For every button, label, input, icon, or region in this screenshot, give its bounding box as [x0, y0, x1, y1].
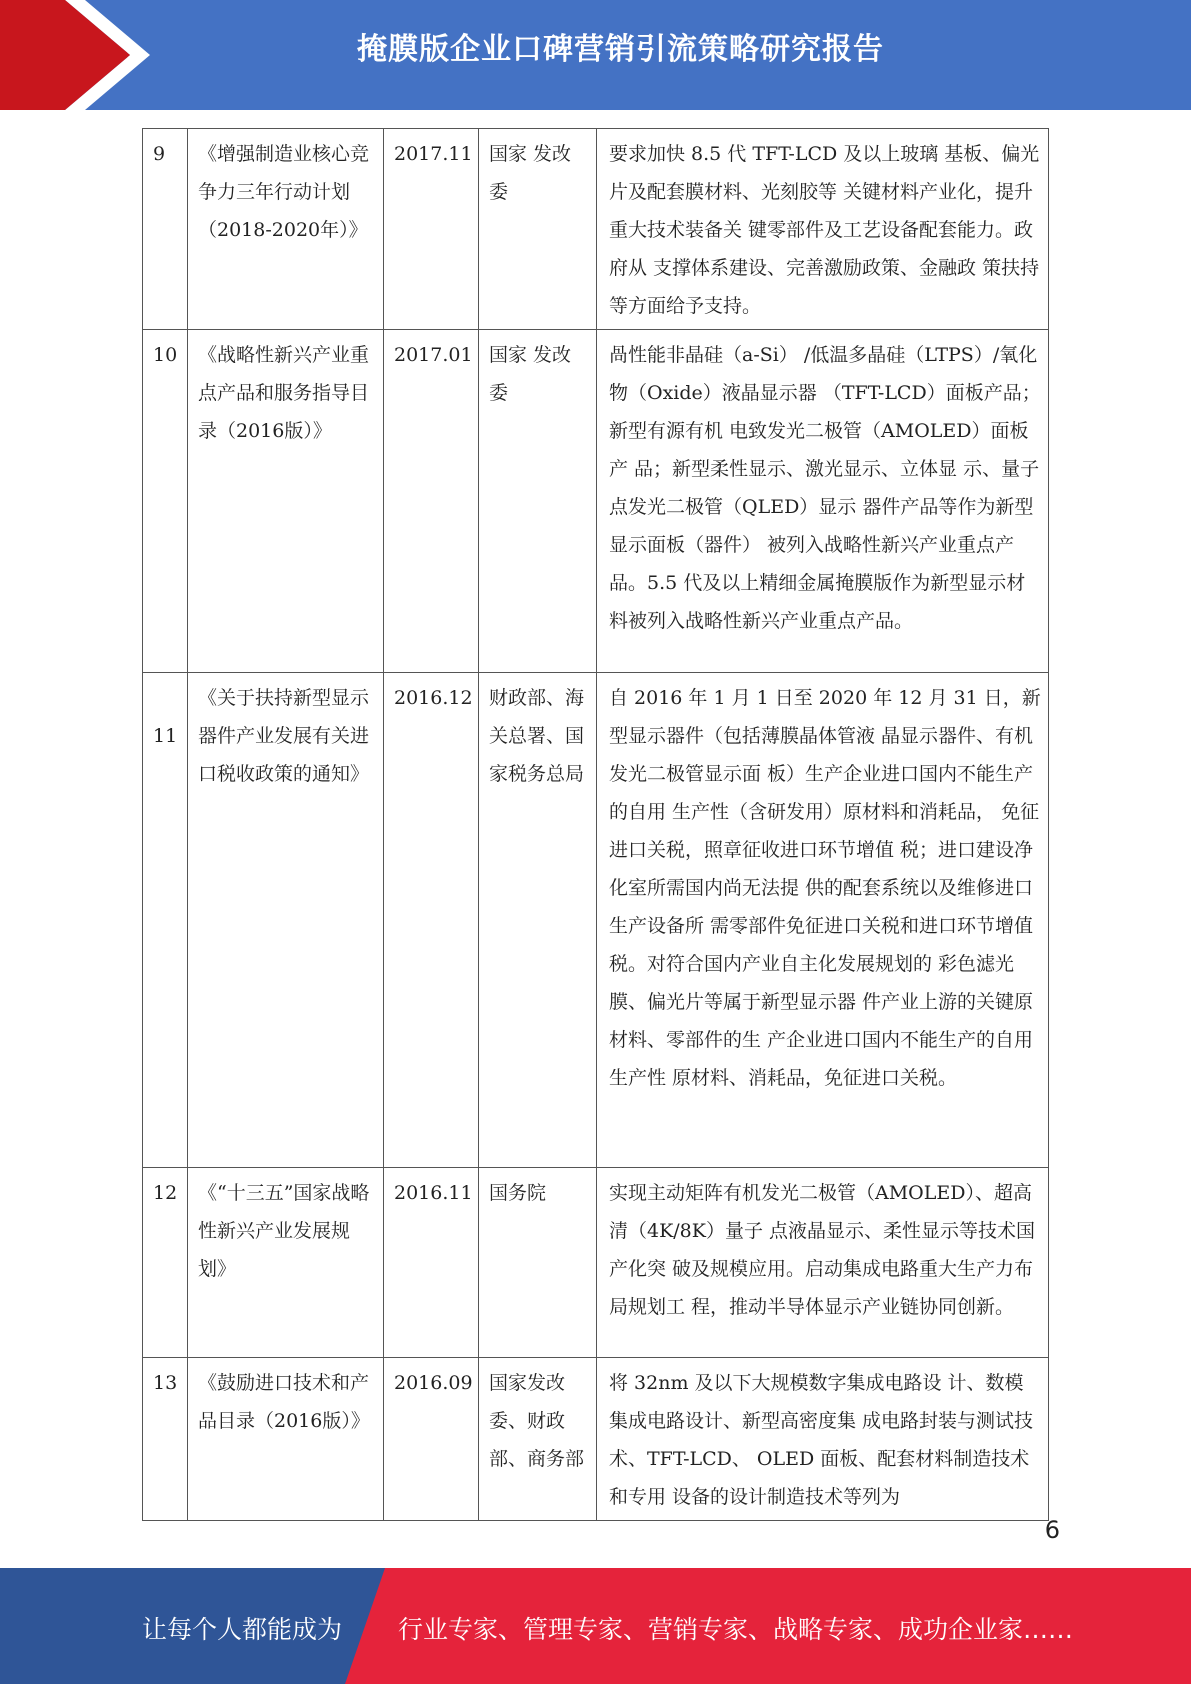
row-number: 9	[143, 129, 188, 330]
table-row	[143, 1168, 1049, 1358]
row-number: 13	[143, 1358, 188, 1521]
policy-issuer: 国务院	[479, 1168, 597, 1358]
policy-date: 2017.01	[384, 330, 479, 673]
policy-content: 要求加快 8.5 代 TFT-LCD 及以上玻璃 基板、偏光片及配套膜材料、光刻胶等 关键材料产业化，提升重大技术装备关 键零部件及工艺设备配套能力。政府从 支撑体系建设、完善激励政策、金融政 策扶持等方面给予支持。	[597, 129, 1049, 330]
policy-name: 《“十三五”国家战略性新兴产业发展规划》	[188, 1168, 384, 1358]
header-red-arrow	[0, 0, 130, 110]
policy-content: 将 32nm 及以下大规模数字集成电路设 计、数模集成电路设计、新型高密度集 成电路封装与测试技术、TFT-LCD、 OLED 面板、配套材料制造技术和专用 设备的设计制造技术等列为	[597, 1358, 1049, 1521]
table-row	[143, 129, 1049, 330]
policy-issuer: 国家发改委、财政部、商务部	[479, 1358, 597, 1521]
footer-slogan-right: 行业专家、管理专家、营销专家、战略专家、成功企业家……	[398, 1615, 1074, 1644]
table-row	[143, 1358, 1049, 1521]
page-header	[0, 0, 1191, 110]
policy-name: 《增强制造业核心竞争力三年行动计划（2018-2020年）》	[188, 129, 384, 330]
row-number	[143, 673, 188, 1168]
policy-name: 《关于扶持新型显示器件产业发展有关进口税收政策的通知》	[188, 673, 384, 1168]
row-number-text: 11	[153, 725, 178, 747]
policy-date: 2016.11	[384, 1168, 479, 1358]
policy-date: 2016.09	[384, 1358, 479, 1521]
policy-content: 自 2016 年 1 月 1 日至 2020 年 12 月 31 日，新型显示器件（包括薄膜晶体管液 晶显示器件、有机发光二极管显示面 板）生产企业进口国内不能生产的自用 生产性（含研发用）原材料和消耗品， 免征进口关税，照章征收进口环节增值 税；进口建设净化室所需国内尚无法提 供的配套系统以及维修进口生产设备所 需零部件免征进口关税和进口环节增值税。对符合国内产业自主化发展规划的 彩色滤光膜、偏光片等属于新型显示器 件产业上游的关键原材料、零部件的生 产企业进口国内不能生产的自用生产性 原材料、消耗品，免征进口关税。	[597, 673, 1049, 1168]
policy-date: 2017.11	[384, 129, 479, 330]
policy-table	[142, 128, 1049, 1521]
policy-name: 《鼓励进口技术和产品目录（2016版）》	[188, 1358, 384, 1521]
row-number: 12	[143, 1168, 188, 1358]
policy-content: 实现主动矩阵有机发光二极管（AMOLED）、超高清（4K/8K）量子 点液晶显示、柔性显示等技术国产化突 破及规模应用。启动集成电路重大生产力布局规划工 程，推动半导体显示产业链协同创新。	[597, 1168, 1049, 1358]
policy-name: 《战略性新兴产业重点产品和服务指导目录（2016版）》	[188, 330, 384, 673]
policy-issuer: 财政部、海关总署、国家税务总局	[479, 673, 597, 1168]
table-row	[143, 330, 1049, 673]
page-title: 掩膜版企业口碑营销引流策略研究报告	[357, 32, 884, 67]
policy-issuer: 国家 发改委	[479, 129, 597, 330]
policy-issuer: 国家 发改委	[479, 330, 597, 673]
policy-date: 2016.12	[384, 673, 479, 1168]
footer-slogan-left: 让每个人都能成为	[142, 1615, 343, 1644]
policy-content: 咼性能非晶硅（a-Si） /低温多晶硅（LTPS）/氧化物（Oxide）液晶显示器 （TFT-LCD）面板产品；新型有源有机 电致发光二极管（AMOLED）面板产 品；新型柔性显示、激光显示、立体显 示、量子点发光二极管（QLED）显示 器件产品等作为新型显示面板（器件） 被列入战略性新兴产业重点产品。5.5 代及以上精细金属掩膜版作为新型显示材料被列入战略性新兴产业重点产品。	[597, 330, 1049, 673]
table-row	[143, 673, 1049, 1168]
page-footer	[0, 1568, 1191, 1684]
row-number: 10	[143, 330, 188, 673]
page-number: 6	[1044, 1516, 1060, 1544]
